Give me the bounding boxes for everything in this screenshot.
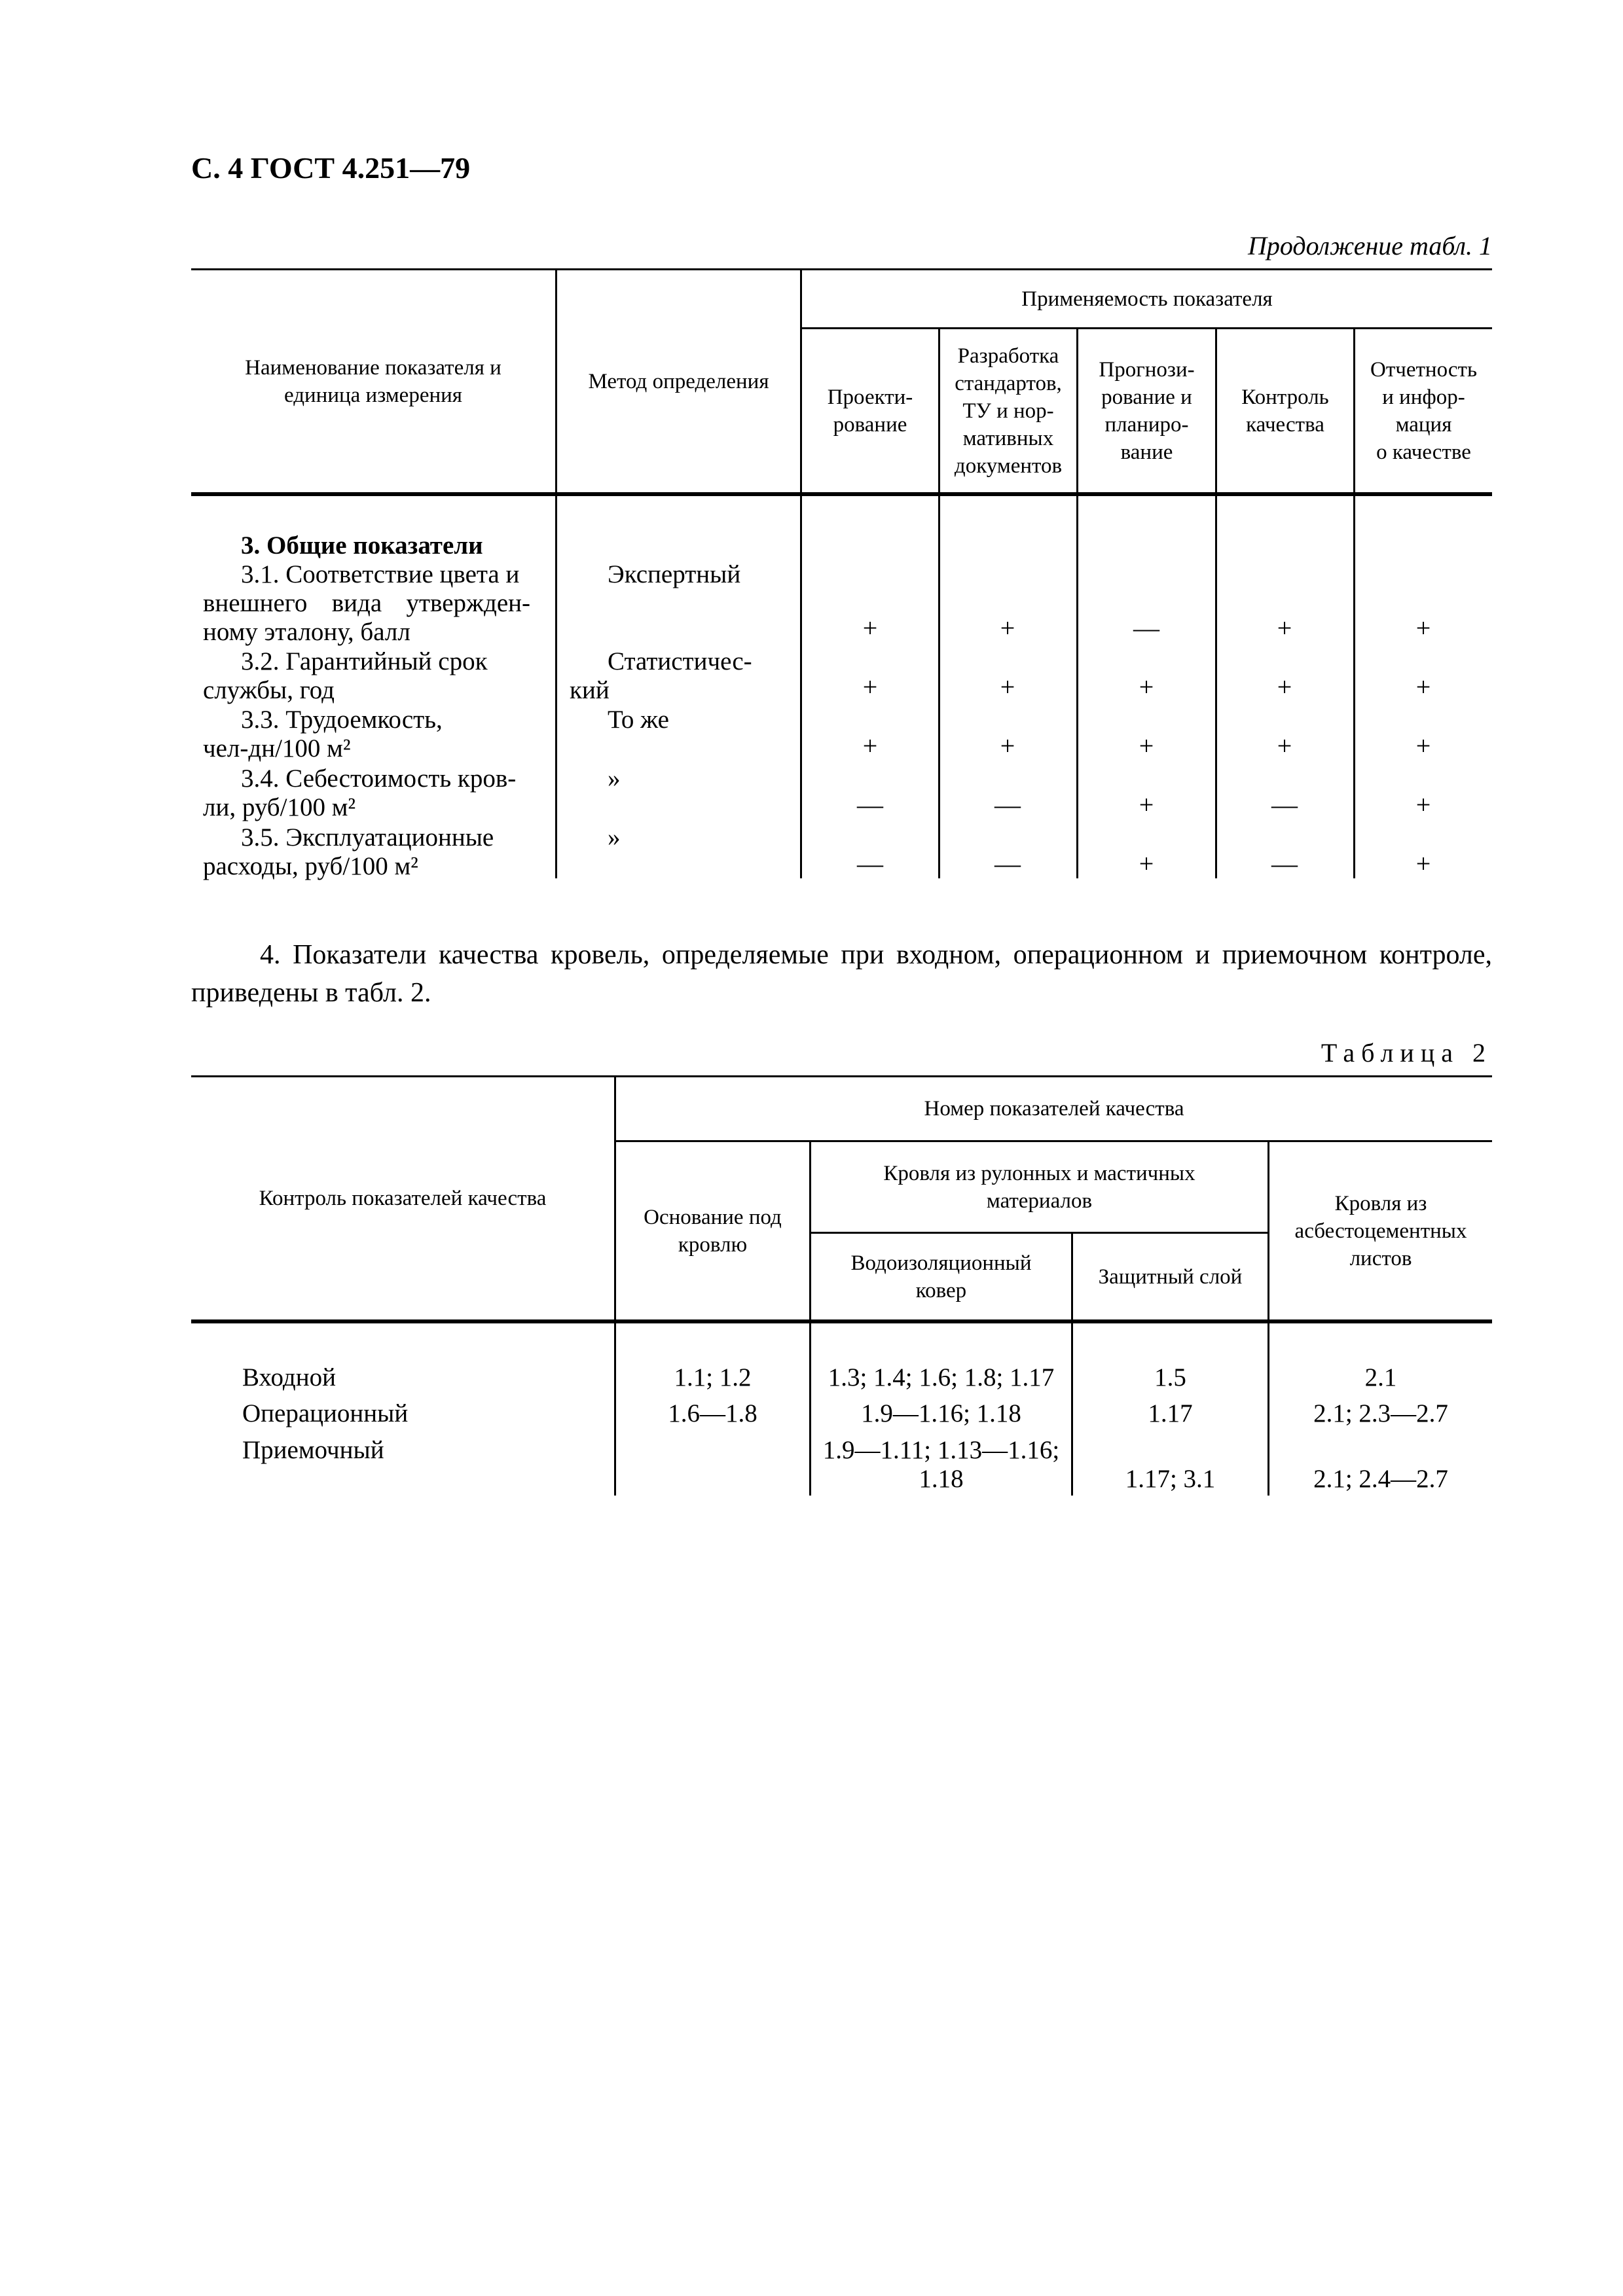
table-1-header-forecast: Прогнози- рование и планиро- вание	[1099, 358, 1195, 464]
table-1-mark: +	[862, 731, 878, 761]
table-2-cell-asbestos: 2.1; 2.3—2.7	[1313, 1399, 1448, 1427]
table-1-mark: +	[1277, 613, 1292, 643]
table-1-mark: +	[1139, 790, 1154, 819]
table-2-cell-protective: 1.5	[1154, 1363, 1186, 1391]
table-1-section-heading: 3. Общие показатели	[241, 531, 483, 560]
table-2-cell-waterproof: 1.18	[919, 1465, 964, 1493]
table-1-row-method: »	[608, 823, 621, 852]
table-1-mark: +	[1000, 731, 1015, 761]
table-1-mark: +	[1415, 790, 1431, 819]
table-2-cell-protective: 1.17	[1148, 1399, 1193, 1427]
table-1-mark: +	[1139, 849, 1154, 878]
table-2-row-name: Операционный	[242, 1399, 409, 1427]
table-1-mark: —	[994, 790, 1021, 819]
table-1-mark: +	[862, 672, 878, 702]
table-1-mark: —	[1271, 849, 1298, 878]
table-1-mark: +	[1415, 849, 1431, 878]
table-2-header-rule	[191, 1319, 1492, 1323]
page-header: С. 4 ГОСТ 4.251—79	[191, 151, 471, 185]
table-1-row-name-line: 3.3. Трудоемкость,	[241, 706, 443, 734]
table-2-cell-waterproof: 1.9—1.16; 1.18	[861, 1399, 1021, 1427]
table-1-mark: —	[857, 849, 883, 878]
table-1-row-name-line: расходы, руб/100 м²	[203, 852, 418, 880]
table-2-cell-waterproof: 1.9—1.11; 1.13—1.16;	[822, 1436, 1060, 1464]
table-1-header-design: Проекти- рование	[827, 386, 913, 437]
table-2-header-asbestos: Кровля из асбестоцементных листов	[1294, 1191, 1467, 1270]
table-1-row-name-line: службы, год	[203, 676, 335, 704]
table-2-cell-base: 1.6—1.8	[668, 1399, 757, 1427]
table-2-header-base: Основание под кровлю	[644, 1205, 782, 1257]
table-1-mark: +	[1415, 672, 1431, 702]
table-1-mark: +	[1139, 731, 1154, 761]
table-1-row-name-line: ли, руб/100 м²	[203, 793, 356, 821]
table-2-header-protective: Защитный слой	[1098, 1265, 1243, 1289]
table-1-row-method: Статистичес-	[608, 647, 752, 675]
table-1-header-applicability: Применяемость показателя	[1021, 287, 1273, 311]
table-1-mark: +	[1139, 672, 1154, 702]
table-2-cell-protective: 1.17; 3.1	[1125, 1465, 1216, 1493]
table-2-header-control: Контроль показателей качества	[259, 1187, 547, 1210]
body-paragraph-text: 4. Показатели качества кровель, определяемые при входном, операционном и приемочном контроле, приведены в табл. 2.	[191, 940, 1492, 1008]
table-1-mark: +	[1277, 731, 1292, 761]
table-2-cell-base: 1.1; 1.2	[674, 1363, 752, 1391]
table-1-row-name-text: внешнего вида утвержден-	[203, 589, 530, 617]
table-1-mark: —	[994, 849, 1021, 878]
table-2-title: Таблица 2	[1321, 1038, 1492, 1067]
table-1-mark: +	[1415, 731, 1431, 761]
table-1-header-control: Контроль качества	[1241, 386, 1329, 437]
table-1-header-report: Отчетность и инфор- мация о качестве	[1370, 358, 1478, 464]
table-1-row-method: Экспертный	[608, 560, 741, 588]
table-2-row-name: Приемочный	[242, 1436, 384, 1464]
table-continuation-note: Продолжение табл. 1	[1247, 231, 1492, 260]
body-paragraph	[191, 936, 1492, 1012]
table-1-mark: —	[1271, 790, 1298, 819]
table-2-cell-asbestos: 2.1	[1364, 1363, 1397, 1391]
table-1-mark: +	[862, 613, 878, 643]
table-1-mark: +	[1277, 672, 1292, 702]
table-1-row-name-line: 3.2. Гарантийный срок	[241, 647, 488, 675]
table-2-cell-asbestos: 2.1; 2.4—2.7	[1313, 1465, 1448, 1493]
table-1-mark: —	[857, 790, 883, 819]
table-1-row-name-line: 3.4. Себестоимость кров-	[241, 764, 517, 793]
table-1-row-name-line: 3.1. Соответствие цвета и	[241, 560, 520, 588]
table-2-header-roll: Кровля из рулонных и мастичных материалов	[883, 1161, 1195, 1213]
table-1-mark: +	[1000, 613, 1015, 643]
table-1-header-name: Наименование показателя и единица измерения	[245, 356, 501, 407]
table-1-row-method: »	[608, 764, 621, 793]
table-1-row-method: То же	[608, 706, 669, 734]
table-1-row-name-line: чел-дн/100 м²	[203, 734, 351, 762]
table-1-mark: —	[1133, 613, 1159, 643]
table-1-row-name-line	[203, 589, 530, 618]
table-2-row-name: Входной	[242, 1363, 336, 1391]
table-1-header-standards: Разработка стандартов, ТУ и нор- мативных документов	[954, 344, 1063, 478]
table-1-mark: +	[1415, 613, 1431, 643]
table-2-cell-waterproof: 1.3; 1.4; 1.6; 1.8; 1.17	[828, 1363, 1055, 1391]
table-1-row-method: кий	[570, 676, 610, 704]
table-1-mark: +	[1000, 672, 1015, 702]
table-1-row-name-line: 3.5. Эксплуатационные	[241, 823, 494, 852]
table-2-header-number: Номер показателей качества	[924, 1097, 1184, 1121]
table-1-row-name-line: ному эталону, балл	[203, 618, 410, 646]
table-2-header-waterproof: Водоизоляционный ковер	[850, 1251, 1032, 1302]
table-1-header-method: Метод определения	[588, 370, 769, 393]
